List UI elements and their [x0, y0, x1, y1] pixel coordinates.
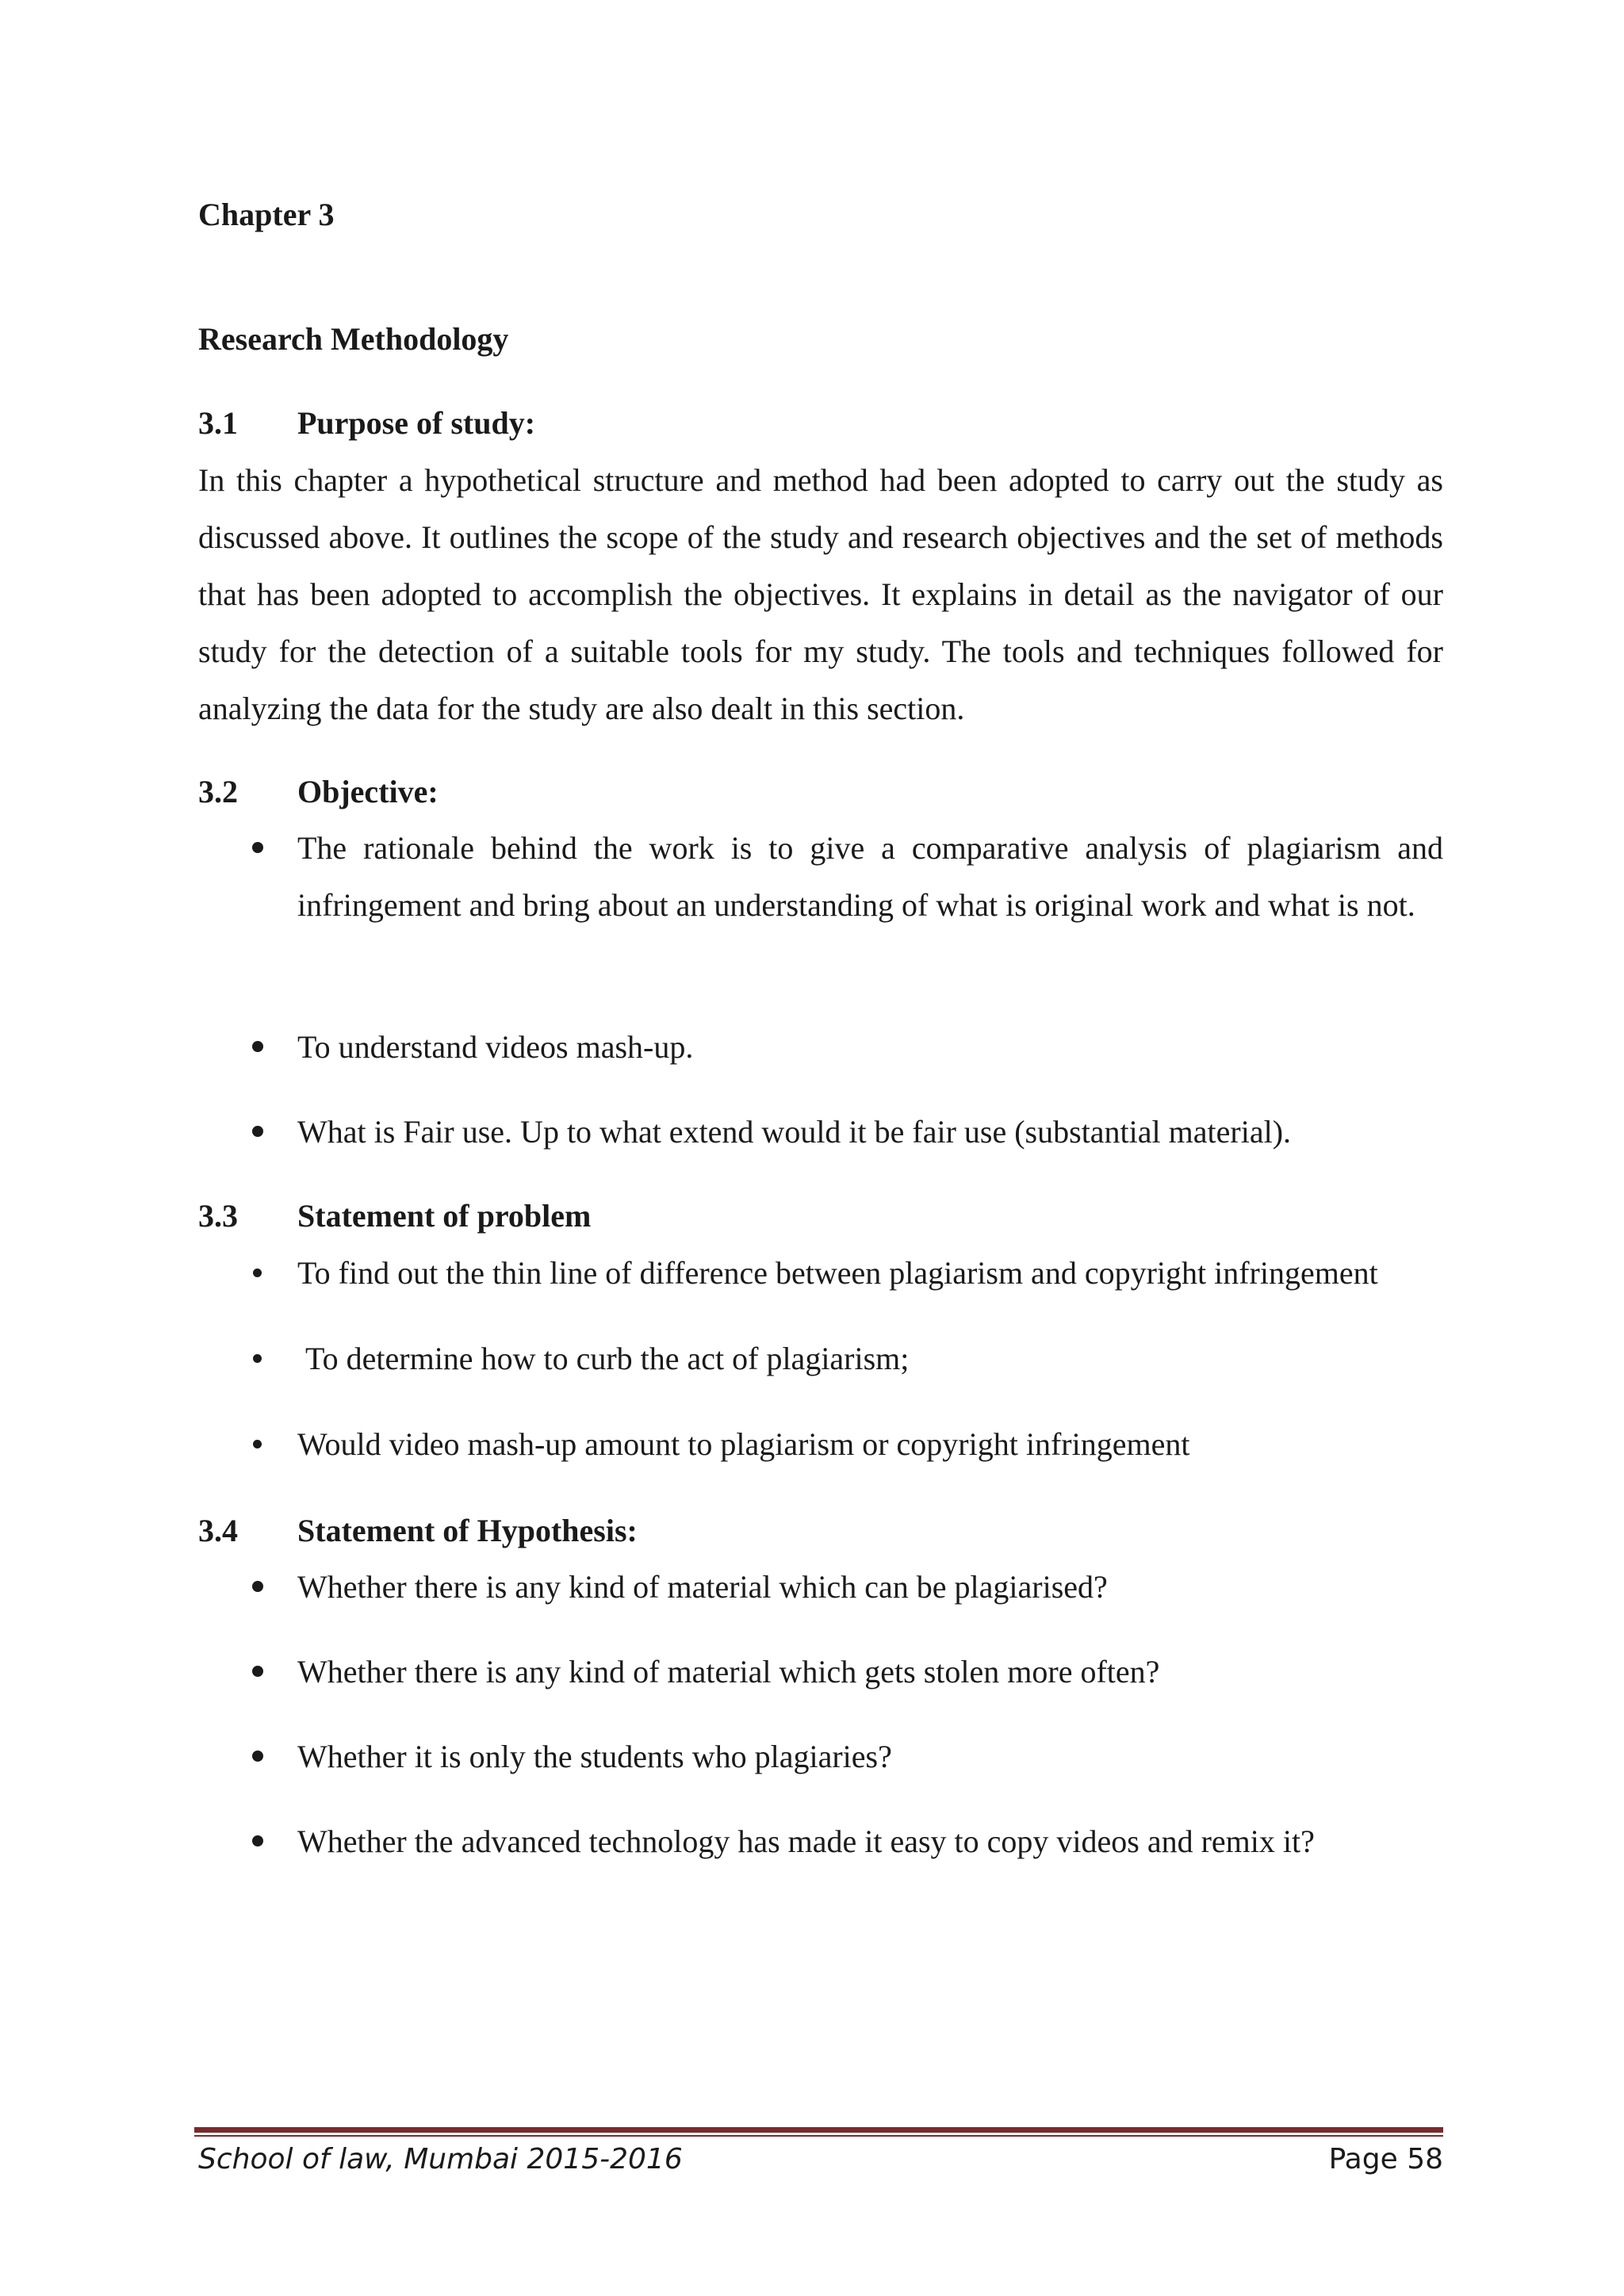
section-number: 3.1	[198, 405, 238, 441]
chapter-label: Chapter 3	[198, 197, 335, 232]
bullet-icon	[252, 1126, 263, 1137]
list-item-text: To understand videos mash-up.	[297, 1029, 694, 1065]
page-number: Page 58	[1328, 2143, 1443, 2175]
section-title: Purpose of study:	[297, 405, 536, 441]
section-title: Objective:	[297, 774, 439, 809]
section-heading-3-4	[198, 1512, 638, 1550]
list-item	[198, 1416, 1443, 1473]
section-heading-3-2	[198, 773, 439, 811]
list-item	[198, 820, 1443, 934]
footer-rule	[194, 2127, 1443, 2133]
section-number: 3.3	[198, 1198, 238, 1234]
chapter-title: Research Methodology	[198, 321, 509, 357]
bullet-icon	[253, 1440, 262, 1448]
bullet-icon	[252, 1751, 263, 1762]
list-item	[198, 1728, 1443, 1785]
section-number: 3.2	[198, 774, 238, 809]
list-item	[198, 1245, 1443, 1302]
bullet-icon	[253, 1354, 262, 1363]
section-title: Statement of problem	[297, 1198, 592, 1234]
list-item	[198, 1330, 1443, 1387]
list-item	[198, 1644, 1443, 1701]
section-number: 3.4	[198, 1513, 238, 1548]
bullet-icon	[252, 1581, 263, 1592]
section-paragraph: In this chapter a hypothetical structure and method had been adopted to carry out the study as discussed above. It outlines the scope of the study and research objectives and the set of methods that has been adopted to accomplish the objectives. It explains in detail as the navigator of our study for the detection of a suitable tools for my study. The tools and techniques followed for analyzing the data for the study are also dealt in this section.	[198, 462, 1443, 726]
list-item-text: Whether there is any kind of material which gets stolen more often?	[297, 1654, 1160, 1689]
list-item-text: Whether it is only the students who plagiaries?	[297, 1739, 892, 1774]
list-item	[198, 1104, 1443, 1161]
bullet-icon	[252, 1835, 263, 1846]
list-item-text: Would video mash-up amount to plagiarism or copyright infringement	[297, 1426, 1190, 1462]
list-item-text: To determine how to curb the act of plagiarism;	[305, 1341, 910, 1376]
list-item	[198, 1813, 1443, 1870]
section-title: Statement of Hypothesis:	[297, 1513, 638, 1548]
list-item-text: What is Fair use. Up to what extend would it be fair use (substantial material).	[297, 1114, 1292, 1150]
footer-institution: School of law, Mumbai 2015-2016	[198, 2143, 683, 2175]
footer-rule-thin	[194, 2135, 1443, 2137]
list-item-text: To find out the thin line of difference between plagiarism and copyright infringement	[297, 1255, 1378, 1291]
bullet-icon	[252, 1666, 263, 1677]
list-item-text: Whether the advanced technology has made it easy to copy videos and remix it?	[297, 1823, 1315, 1859]
bullet-icon	[252, 842, 263, 853]
section-heading-3-1	[198, 404, 535, 442]
section-heading-3-3	[198, 1197, 591, 1235]
list-item-text: Whether there is any kind of material which can be plagiarised?	[297, 1569, 1108, 1605]
bullet-icon	[253, 1269, 262, 1277]
list-item-text: The rationale behind the work is to give a comparative analysis of plagiarism and infringement and bring about an understanding of what is original work and what is not.	[297, 830, 1443, 923]
bullet-icon	[252, 1041, 263, 1052]
list-item	[198, 1019, 1443, 1076]
list-item	[198, 1559, 1443, 1616]
